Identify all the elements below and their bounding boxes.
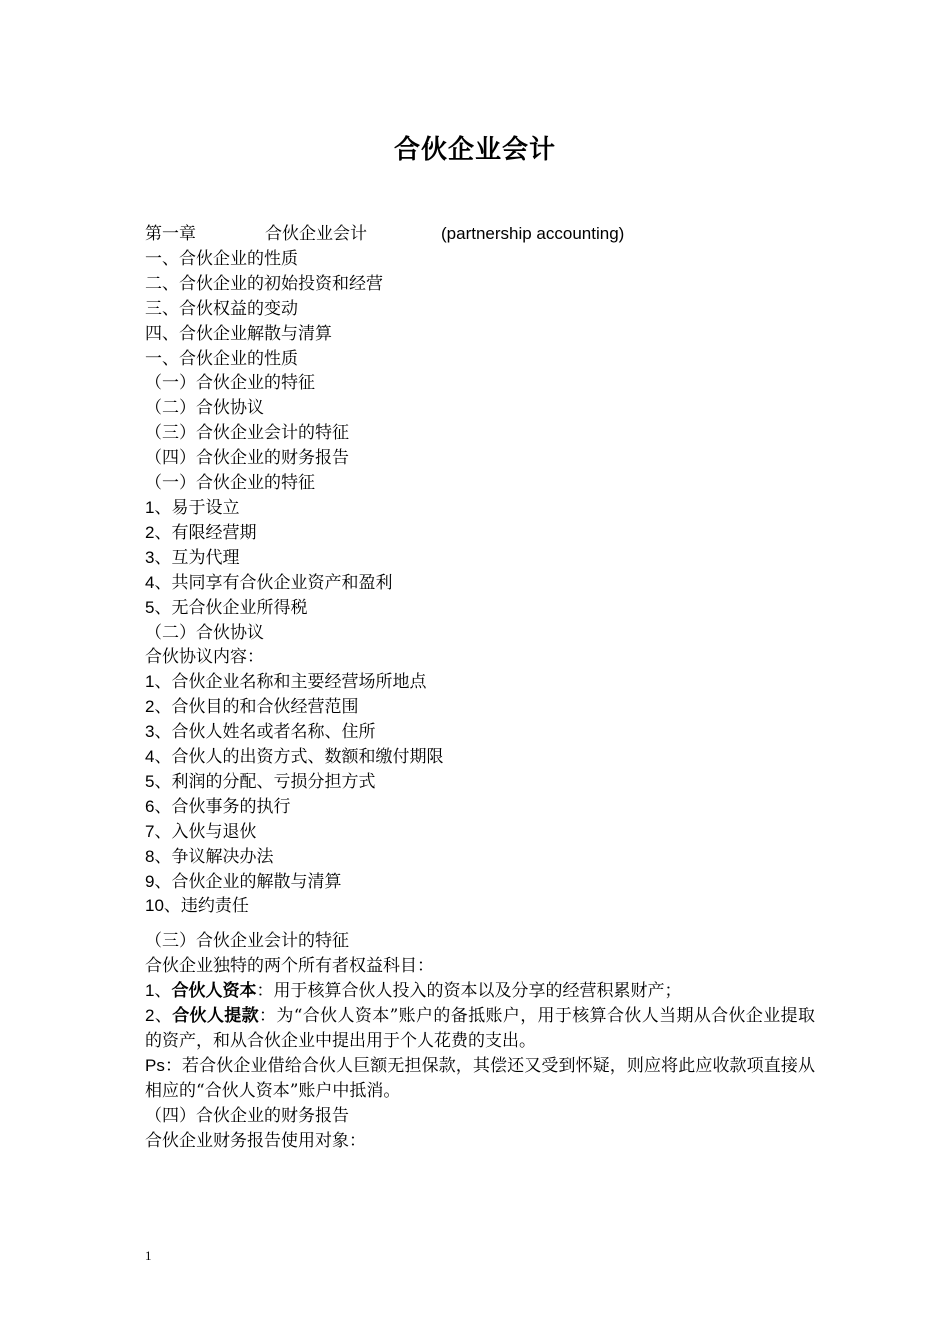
feature-number: 2 xyxy=(145,522,155,542)
agreement-number: 7 xyxy=(145,821,155,841)
feature-text: 、共同享有合伙企业资产和盈利 xyxy=(154,572,393,593)
feature-text: 、无合伙企业所得税 xyxy=(154,597,308,618)
agreement-heading: （二）合伙协议 xyxy=(145,622,264,643)
page-number: 1 xyxy=(145,1248,152,1263)
capital-item-number: 1、 xyxy=(145,981,172,1001)
agreement-number: 8 xyxy=(145,846,155,866)
ps-prefix: Ps xyxy=(145,1055,165,1075)
feature-item xyxy=(145,521,815,546)
agreement-number: 1 xyxy=(145,672,155,692)
chapter-name: 合伙企业会计 xyxy=(265,224,367,244)
agreement-item xyxy=(145,894,815,919)
outline-item: （一）合伙企业的特征 xyxy=(145,373,315,394)
document-body xyxy=(145,222,815,1154)
agreement-text: 、合伙人的出资方式、数额和缴付期限 xyxy=(154,747,444,768)
report-heading: （四）合伙企业的财务报告 xyxy=(145,1105,349,1126)
outline-item: 一、合伙企业的性质 xyxy=(145,248,298,269)
feature-text: 、有限经营期 xyxy=(154,522,257,543)
drawing-item-number: 2、 xyxy=(145,1006,173,1026)
feature-item xyxy=(145,596,815,621)
feature-item xyxy=(145,496,815,521)
drawing-term: 合伙人提款 xyxy=(172,1006,260,1027)
feature-item xyxy=(145,546,815,571)
feature-number: 1 xyxy=(145,497,155,517)
outline-item: （四）合伙企业的财务报告 xyxy=(145,448,349,469)
outline-item: 三、合伙权益的变动 xyxy=(145,298,298,319)
outline-item: 一、合伙企业的性质 xyxy=(145,348,298,369)
agreement-item xyxy=(145,695,815,720)
agreement-item xyxy=(145,670,815,695)
accounting-heading: （三）合伙企业会计的特征 xyxy=(145,931,349,952)
feature-number: 4 xyxy=(145,572,155,592)
capital-description: ：用于核算合伙人投入的资本以及分享的经营积累财产； xyxy=(256,981,682,1002)
agreement-text: 、入伙与退伙 xyxy=(154,821,257,842)
chapter-number: 第一章 xyxy=(145,224,196,244)
agreement-text: 、争议解决办法 xyxy=(154,846,274,867)
outline-item: 四、合伙企业解散与清算 xyxy=(145,323,332,344)
agreement-number: 10 xyxy=(145,896,164,916)
agreement-item xyxy=(145,870,815,895)
ps-note xyxy=(145,1054,815,1104)
agreement-text: 、合伙事务的执行 xyxy=(154,796,291,817)
capital-account-item xyxy=(145,979,815,1004)
agreement-number: 2 xyxy=(145,697,155,717)
agreement-intro: 合伙协议内容： xyxy=(145,647,264,668)
chapter-heading xyxy=(145,222,815,247)
agreement-number: 5 xyxy=(145,771,155,791)
outline-item: 二、合伙企业的初始投资和经营 xyxy=(145,273,383,294)
agreement-text: 、利润的分配、亏损分担方式 xyxy=(154,771,376,792)
ps-text: ：若合伙企业借给合伙人巨额无担保款，其偿还又受到怀疑，则应将此应收款项直接从相应的“合伙人资本”账户中抵消。 xyxy=(145,1055,815,1101)
document-title: 合伙企业会计 xyxy=(393,135,556,165)
drawing-account-item xyxy=(145,1004,815,1054)
outline-item: （二）合伙协议 xyxy=(145,398,264,419)
chapter-english-name: (partnership accounting) xyxy=(441,224,625,243)
outline-list xyxy=(145,247,815,496)
agreement-number: 3 xyxy=(145,722,155,742)
agreement-list xyxy=(145,670,815,919)
capital-term: 合伙人资本 xyxy=(171,981,257,1002)
agreement-item xyxy=(145,720,815,745)
agreement-item xyxy=(145,820,815,845)
agreement-text: 、合伙企业的解散与清算 xyxy=(154,871,342,892)
agreement-number: 6 xyxy=(145,796,155,816)
agreement-text: 、合伙人姓名或者名称、住所 xyxy=(154,722,376,743)
outline-item: （一）合伙企业的特征 xyxy=(145,473,315,494)
feature-number: 5 xyxy=(145,597,155,617)
agreement-item xyxy=(145,745,815,770)
features-list xyxy=(145,496,815,621)
feature-number: 3 xyxy=(145,547,155,567)
agreement-text: 、违约责任 xyxy=(163,896,249,917)
feature-text: 、易于设立 xyxy=(154,497,240,518)
accounting-intro: 合伙企业独特的两个所有者权益科目： xyxy=(145,956,434,977)
agreement-text: 、合伙目的和合伙经营范围 xyxy=(154,697,359,718)
outline-item: （三）合伙企业会计的特征 xyxy=(145,423,349,444)
agreement-number: 4 xyxy=(145,747,155,767)
agreement-text: 、合伙企业名称和主要经营场所地点 xyxy=(154,672,427,693)
feature-item xyxy=(145,571,815,596)
agreement-item xyxy=(145,845,815,870)
agreement-number: 9 xyxy=(145,871,155,891)
agreement-item xyxy=(145,770,815,795)
drawing-description: ：为“合伙人资本”账户的备抵账户，用于核算合伙人当期从合伙企业提取的资产，和从合伙企业中提出用于个人花费的支出。 xyxy=(145,1006,815,1051)
feature-text: 、互为代理 xyxy=(154,547,240,568)
report-intro: 合伙企业财务报告使用对象： xyxy=(145,1130,366,1151)
agreement-item xyxy=(145,795,815,820)
